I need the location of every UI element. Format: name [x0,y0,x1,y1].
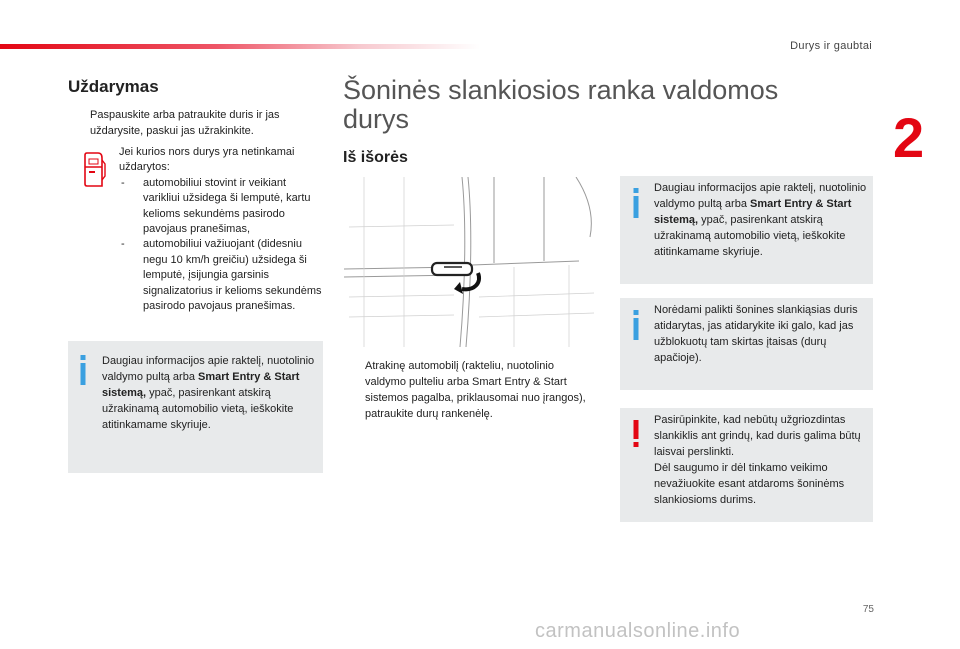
info-text-part: Daugiau informacijos apie raktelį, nuotolinio valdymo pultą arba [654,182,867,210]
info-box-right-1 [620,176,873,284]
info-icon [632,188,640,218]
door-warning-text [119,145,324,314]
info-box-right-2-text: Norėdami palikti šonines slankiąsias duris atidarytas, jas atidarykite iki galo, kad jas užblokuotų tam skirtas įtaisas (durų apačioje). [654,304,858,364]
header-accent-bar [0,44,480,49]
chapter-number: 2 [893,106,925,169]
info-box-right-2 [620,298,873,390]
info-text-part: ypač, pasirenkant atskirą užrakinamą automobilio vietą, ieškokite atitinkamame skyriuje. [654,214,846,258]
info-text-part: Daugiau informacijos apie raktelį, nuotolinio valdymo pultą arba [102,355,315,383]
closing-bullet [68,107,318,139]
door-warning-item: - automobiliui stovint ir veikiant varikliui užsidega ši lemputė, kartu kelioms sekundėms pasirodo pavojaus pranešimas, [119,176,324,238]
section-heading-closing: Uždarymas [68,77,159,96]
page-number: 75 [862,604,874,615]
door-warning-intro: Jei kurios nors durys yra netinkamai uždarytos: [119,146,295,174]
open-door-bullet-text: Atrakinę automobilį (rakteliu, nuotolinio valdymo pulteliu arba Smart Entry & Start sistemos pagalba, priklausomai nuo įrangos), patraukite durų rankenėlę. [365,360,586,420]
door-open-warning-icon [82,150,106,190]
door-warning-item: - automobiliui važiuojant (didesniu negu 10 km/h greičiu) užsidega ši lemputė, įsijungia garsinis signalizatorius ir kelioms sekundėms pasirodo pavojaus pranešimas. [119,237,324,314]
exclamation-icon [632,420,640,448]
caution-box-text: Pasirūpinkite, kad nebūtų užgriozdintas slankiklis ant grindų, kad duris galima būtų laisvai perslinkti. Dėl saugumo ir dėl tinkamo veikimo nevažiuokite esant atdaroms šoninėms slankiosioms durims. [654,414,861,506]
subheading-from-outside: Iš išorės [343,149,408,166]
caution-box [620,408,873,522]
info-text-part: ypač, pasirenkant atskirą užrakinamą automobilio vietą, ieškokite atitinkamame skyriuje. [102,387,294,431]
info-text-bold: Smart Entry & Start sistemą, [654,198,852,226]
page-title: Šoninės slankiosios ranka valdomos durys [343,75,779,134]
sliding-door-handle-illustration [344,177,600,347]
watermark-text: carmanualsonline.info [535,620,741,642]
open-door-bullet [343,358,593,422]
info-box-right-1-text [654,180,868,260]
info-box-left-text [102,353,317,433]
door-warning-list [119,176,324,315]
info-icon [79,355,87,385]
closing-bullet-text: Paspauskite arba patraukite duris ir jas uždarysite, paskui jas užrakinkite. [90,109,280,137]
info-box-left [68,341,323,473]
running-title: Durys ir gaubtai [790,40,872,52]
info-icon [632,310,640,340]
info-text-bold: Smart Entry & Start sistemą, [102,371,300,399]
